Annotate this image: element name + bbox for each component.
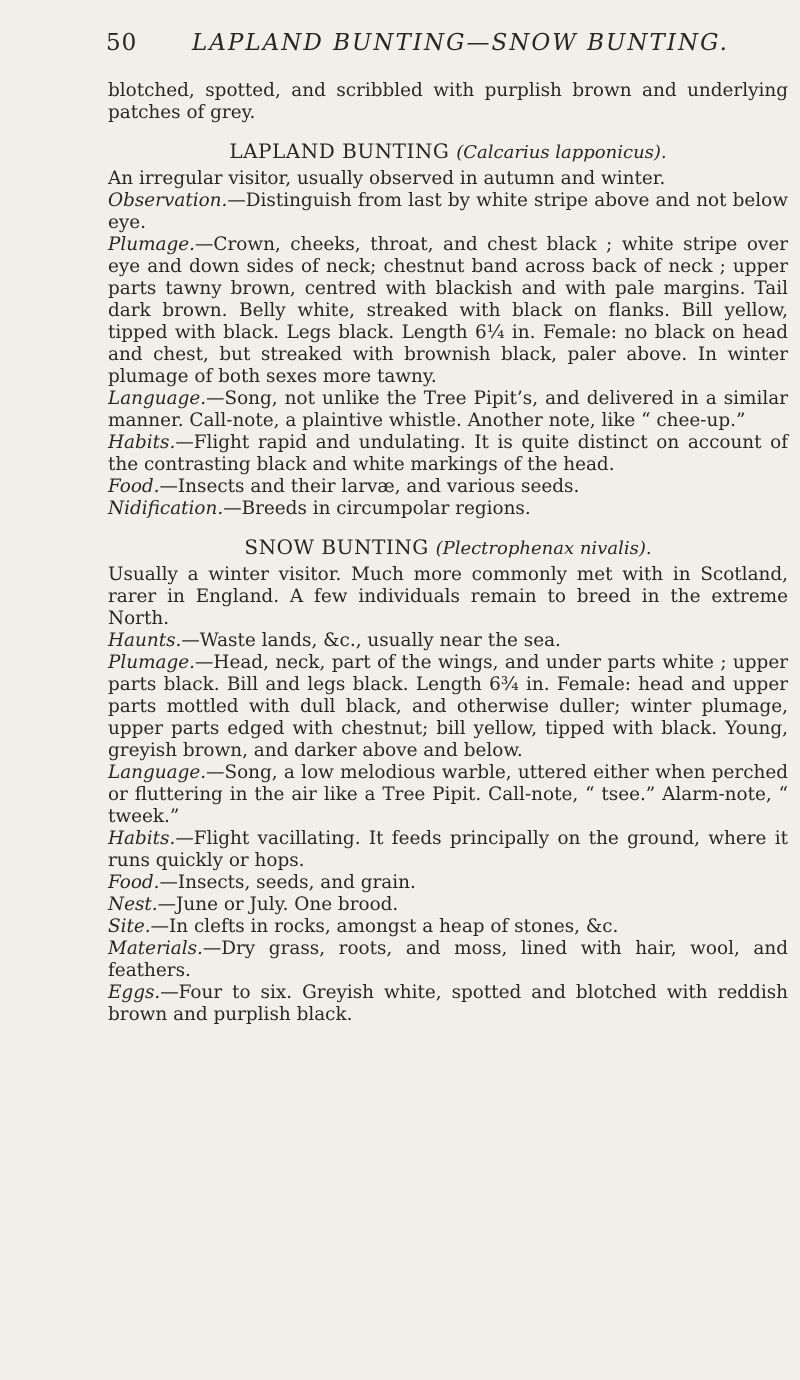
entry-text: —Song, not unlike the Tree Pipit’s, and delivered in a similar manner. Call-note, a plaintive whistle. Another note, like “ chee-up.” xyxy=(108,388,788,431)
lapland-entry xyxy=(108,498,788,520)
entry-label: Food. xyxy=(108,872,160,893)
lapland-entry xyxy=(108,432,788,476)
entry-label: Materials. xyxy=(108,938,203,959)
entry-text: —Flight vacillating. It feeds principally on the ground, where it runs quickly or hops. xyxy=(108,828,788,871)
snow-entry xyxy=(108,872,788,894)
running-title: LAPLAND BUNTING—SNOW BUNTING. xyxy=(192,30,729,56)
snow-entry xyxy=(108,652,788,762)
entry-label: Observation. xyxy=(108,190,228,211)
lapland-entry xyxy=(108,234,788,388)
entry-text: —Dry grass, roots, and moss, lined with hair, wool, and feathers. xyxy=(108,938,788,981)
snow-entry xyxy=(108,828,788,872)
snow-entry xyxy=(108,916,788,938)
snow-entry xyxy=(108,938,788,982)
entry-text: —June or July. One brood. xyxy=(157,894,399,915)
entry-text: —Distinguish from last by white stripe above and not below eye. xyxy=(108,190,788,233)
snow-summary: Usually a winter visitor. Much more commonly met with in Scotland, rarer in England. A few individuals remain to breed in the extreme North. xyxy=(108,564,788,629)
entry-label: Haunts. xyxy=(108,630,182,651)
entry-text: —In clefts in rocks, amongst a heap of stones, &c. xyxy=(150,916,619,937)
entry-label: Habits. xyxy=(108,828,176,849)
entry-text: —Insects, seeds, and grain. xyxy=(159,872,416,893)
lapland-entry xyxy=(108,190,788,234)
lapland-heading xyxy=(108,140,788,164)
lapland-entries xyxy=(108,190,788,520)
entry-label: Nidification. xyxy=(108,498,224,519)
snow-common-name: SNOW BUNTING xyxy=(244,535,429,559)
snow-entry xyxy=(108,762,788,828)
entry-label: Site. xyxy=(108,916,151,937)
intro-paragraph: blotched, spotted, and scribbled with purplish brown and underlying patches of grey. xyxy=(108,80,788,123)
entry-label: Plumage. xyxy=(108,234,196,255)
entry-label: Plumage. xyxy=(108,652,196,673)
lapland-summary: An irregular visitor, usually observed in autumn and winter. xyxy=(108,168,666,189)
lapland-common-name: LAPLAND BUNTING xyxy=(229,139,450,163)
entry-text: —Breeds in circumpolar regions. xyxy=(223,498,531,519)
lapland-entry xyxy=(108,388,788,432)
entry-label: Habits. xyxy=(108,432,176,453)
snow-entries xyxy=(108,630,788,1026)
entry-label: Food. xyxy=(108,476,160,497)
snow-scientific-name: (Plectrophenax nivalis). xyxy=(435,538,652,559)
snow-entry xyxy=(108,982,788,1026)
snow-heading xyxy=(108,536,788,560)
page-number: 50 xyxy=(106,30,138,56)
lapland-scientific-name: (Calcarius lapponicus). xyxy=(456,142,667,163)
entry-label: Eggs. xyxy=(108,982,161,1003)
lapland-entry xyxy=(108,476,788,498)
entry-text: —Crown, cheeks, throat, and chest black ; white stripe over eye and down sides of neck; chestnut band across back of neck ; upper parts tawny brown, centred with blackish and with pale margins. Tail dark brown. Belly white, streaked with black on flanks. Bill yellow, tipped with black. Legs black. Length 6¼ in. Female: no black on head and chest, but streaked with brownish black, paler above. In winter plumage of both sexes more tawny. xyxy=(108,234,788,387)
entry-text: —Song, a low melodious warble, uttered either when perched or fluttering in the air like a Tree Pipit. Call-note, “ tsee.” Alarm-note, “ tweek.” xyxy=(108,762,788,827)
entry-text: —Insects and their larvæ, and various seeds. xyxy=(159,476,580,497)
entry-text: —Head, neck, part of the wings, and under parts white ; upper parts black. Bill and legs black. Length 6¾ in. Female: head and upper parts mottled with dull black, and otherwise duller; winter plumage, upper parts edged with chestnut; bill yellow, tipped with black. Young, greyish brown, and darker above and below. xyxy=(108,652,788,761)
snow-entry xyxy=(108,630,788,652)
entry-label: Language. xyxy=(108,762,207,783)
entry-text: —Flight rapid and undulating. It is quite distinct on account of the contrasting black and white markings of the head. xyxy=(108,432,788,475)
entry-label: Language. xyxy=(108,388,207,409)
entry-text: —Waste lands, &c., usually near the sea. xyxy=(181,630,561,651)
entry-label: Nest. xyxy=(108,894,158,915)
page-body xyxy=(108,80,788,1026)
snow-entry xyxy=(108,894,788,916)
entry-text: —Four to six. Greyish white, spotted and blotched with reddish brown and purplish black. xyxy=(108,982,788,1025)
